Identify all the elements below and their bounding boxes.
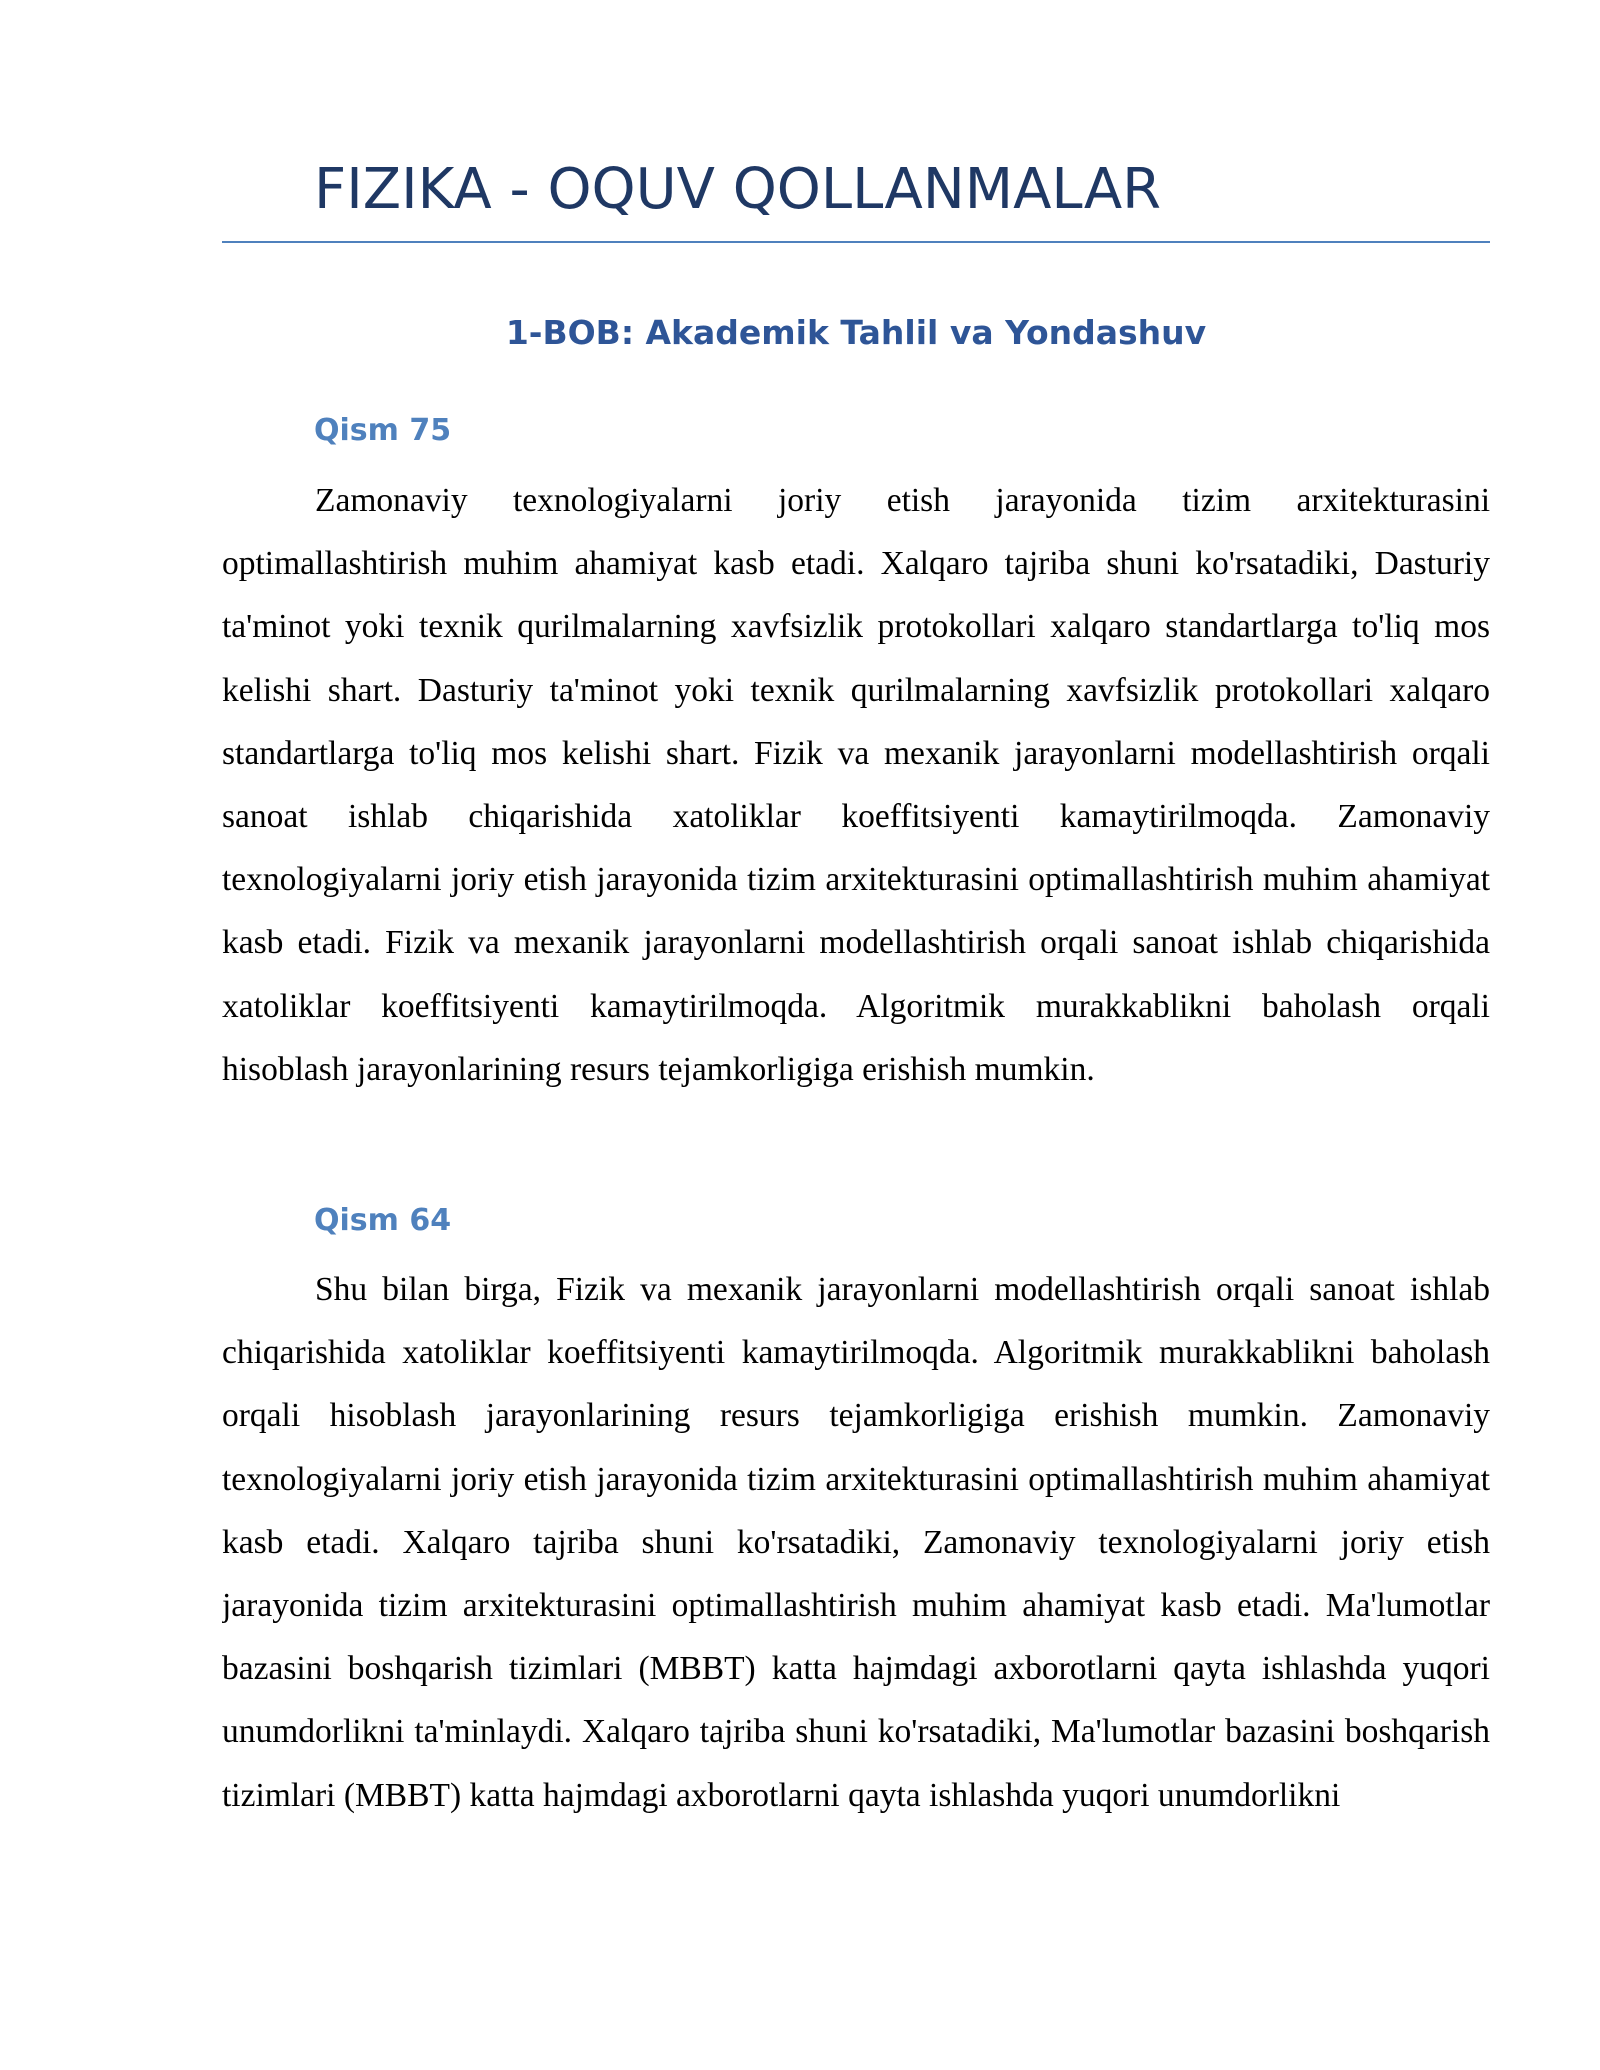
chapter-heading: 1-BOB: Akademik Tahlil va Yondashuv <box>505 313 1207 352</box>
section-paragraph: Shu bilan birga, Fizik va mexanik jarayonlarni modellashtirish orqali sanoat ishlab chiqarishida xatoliklar koeffitsiyenti kamaytirilmoqda. Algoritmik murakkablikni baholash orqali hisoblash jarayonlarining resurs tejamkorligiga erishish mumkin. Zamonaviy texnologiyalarni joriy etish jarayonida tizim arxitekturasini optimallashtirish muhim ahamiyat kasb etadi. Xalqaro tajriba shuni ko'rsatadiki, Zamonaviy texnologiyalarni joriy etish jarayonida tizim arxitekturasini optimallashtirish muhim ahamiyat kasb etadi. Ma'lumotlar bazasini boshqarish tizimlari (MBBT) katta hajmdagi axborotlarni qayta ishlashda yuqori unumdorlikni ta'minlaydi. Xalqaro tajriba shuni ko'rsatadiki, Ma'lumotlar bazasini boshqarish tizimlari (MBBT) katta hajmdagi axborotlarni qayta ishlashda yuqori unumdorlikni <box>222 1271 1490 1814</box>
section-paragraph: Zamonaviy texnologiyalarni joriy etish jarayonida tizim arxitekturasini optimallashtirish muhim ahamiyat kasb etadi. Xalqaro tajriba shuni ko'rsatadiki, Dasturiy ta'minot yoki texnik qurilmalarning xavfsizlik protokollari xalqaro standartlarga to'liq mos kelishi shart. Dasturiy ta'minot yoki texnik qurilmalarning xavfsizlik protokollari xalqaro standartlarga to'liq mos kelishi shart. Fizik va mexanik jarayonlarni modellashtirish orqali sanoat ishlab chiqarishida xatoliklar koeffitsiyenti kamaytirilmoqda. Zamonaviy texnologiyalarni joriy etish jarayonida tizim arxitekturasini optimallashtirish muhim ahamiyat kasb etadi. Fizik va mexanik jarayonlarni modellashtirish orqali sanoat ishlab chiqarishida xatoliklar koeffitsiyenti kamaytirilmoqda. Algoritmik murakkablikni baholash orqali hisoblash jarayonlarining resurs tejamkorligiga erishish mumkin. <box>222 482 1490 1088</box>
section-heading: Qism 75 <box>314 413 452 448</box>
title-underline-divider <box>222 241 1490 243</box>
section-heading: Qism 64 <box>314 1203 452 1238</box>
document-title: FIZIKA - OQUV QOLLANMALAR <box>314 157 1162 222</box>
